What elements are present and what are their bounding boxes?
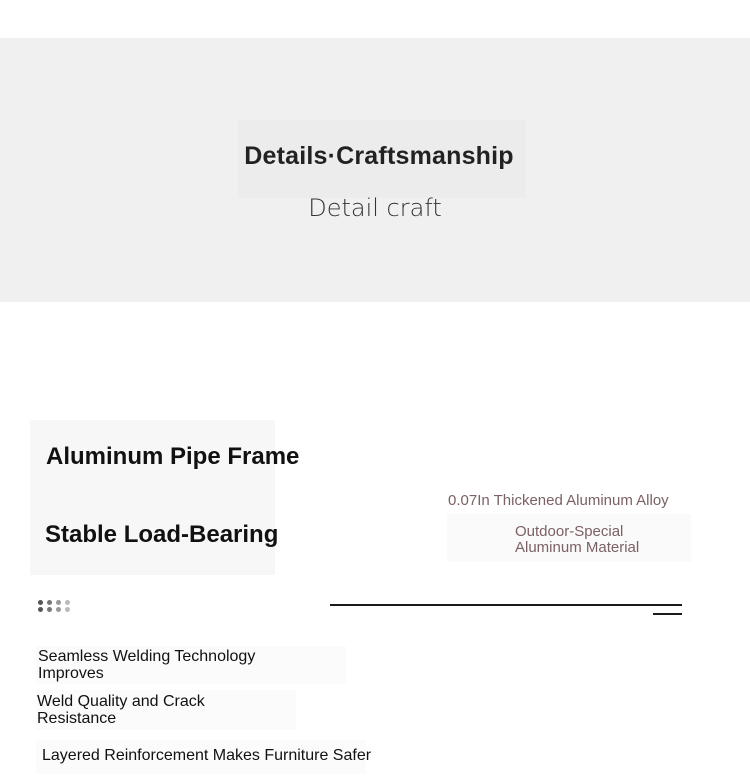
banner-title: Details·Craftsmanship <box>244 142 514 170</box>
banner-subtitle: Detail craft <box>308 194 442 222</box>
list-item-welding: Seamless Welding Technology Improves <box>38 648 256 682</box>
list-item-weld-quality: Weld Quality and Crack Resistance <box>37 693 205 727</box>
heading-stable-load-bearing: Stable Load-Bearing <box>45 521 279 548</box>
heading-aluminum-pipe-frame: Aluminum Pipe Frame <box>46 443 300 470</box>
dots-icon <box>38 598 72 614</box>
divider-accent-line <box>653 613 682 615</box>
feature-thickness: 0.07In Thickened Aluminum Alloy <box>448 492 669 509</box>
list-item-reinforcement: Layered Reinforcement Makes Furniture Safer <box>42 747 372 764</box>
feature-material: Outdoor-Special Aluminum Material <box>515 523 640 556</box>
divider-line <box>330 604 682 606</box>
